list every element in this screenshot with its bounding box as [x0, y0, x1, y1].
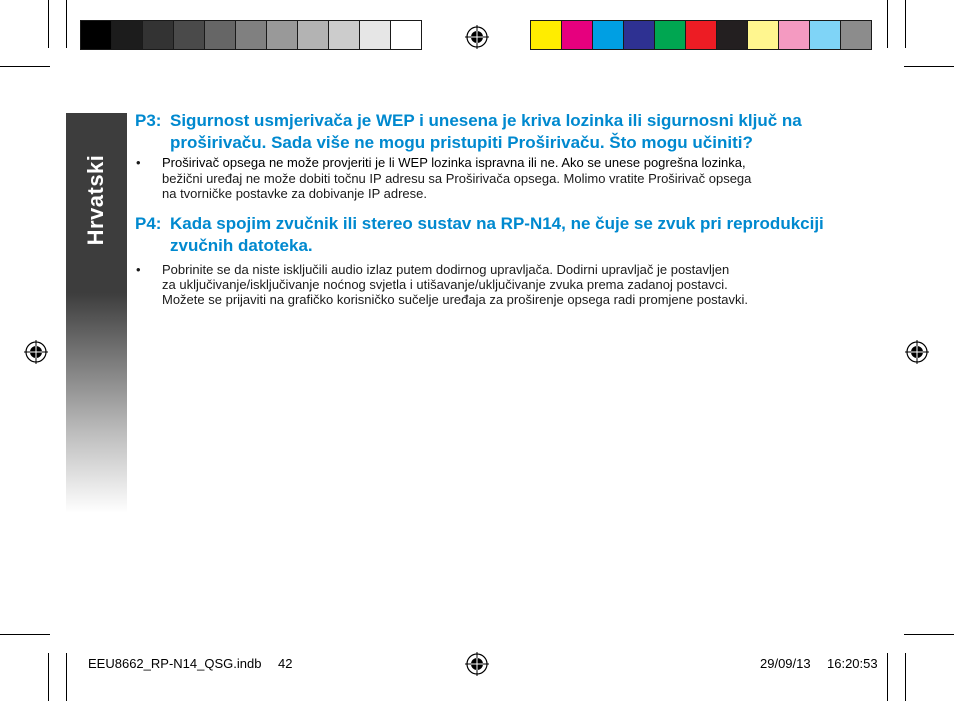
question-line: Kada spojim zvučnik ili stereo sustav na RP-N14, ne čuje se zvuk pri reprodukciji [170, 214, 824, 233]
crop-mark [66, 653, 67, 701]
crop-mark [66, 0, 67, 48]
footer-page: 42 [278, 656, 293, 671]
color-swatch [778, 20, 810, 50]
color-swatch [235, 20, 267, 50]
question-number: P3: [135, 111, 162, 130]
question-line: proširivaču. Sada više ne mogu pristupiti Proširivaču. Što mogu učiniti? [170, 133, 753, 152]
registration-mark-icon [905, 340, 929, 364]
color-swatch [328, 20, 360, 50]
color-swatch [685, 20, 717, 50]
question-text [170, 110, 830, 154]
crop-mark [905, 653, 906, 701]
crop-mark [48, 653, 49, 701]
color-swatch [809, 20, 841, 50]
registration-mark-icon [465, 25, 489, 49]
color-swatch [530, 20, 562, 50]
bullet-dot: • [136, 262, 141, 277]
footer-filename: EEU8662_RP-N14_QSG.indb [88, 656, 262, 671]
crop-mark [905, 0, 906, 48]
crop-mark [0, 66, 50, 67]
color-swatch [840, 20, 872, 50]
answer-line: Proširivač opsega ne može provjeriti je li WEP lozinka ispravna ili ne. Ako se unese pogrešna lozinka, [162, 155, 746, 170]
answer-line: bežični uređaj ne može dobiti točnu IP adresu sa Proširivača opsega. Molimo vratite Proširivač opsega [162, 171, 752, 186]
crop-mark [48, 0, 49, 48]
question-line: zvučnih datoteka. [170, 236, 313, 255]
bullet-dot: • [136, 155, 141, 170]
language-tab-label: Hrvatski [83, 154, 108, 246]
question-line: Sigurnost usmjerivača je WEP i unesena je kriva lozinka ili sigurnosni ključ na [170, 111, 802, 130]
registration-mark-icon [465, 652, 489, 676]
color-swatch [266, 20, 298, 50]
color-swatch [173, 20, 205, 50]
color-swatch [390, 20, 422, 50]
color-swatch [111, 20, 143, 50]
answer-line: za uključivanje/isključivanje noćnog svjetla i utišavanje/uključivanje zvuka prema zadanoj postavci. [162, 277, 728, 292]
crop-mark [887, 653, 888, 701]
registration-mark-icon [24, 340, 48, 364]
answer-line: na tvorničke postavke za dobivanje IP adrese. [162, 186, 427, 201]
question-number: P4: [135, 214, 162, 233]
color-swatch [204, 20, 236, 50]
color-swatch [359, 20, 391, 50]
color-swatch [747, 20, 779, 50]
color-swatch [592, 20, 624, 50]
color-swatch [561, 20, 593, 50]
answer-line: Pobrinite se da niste isključili audio izlaz putem dodirnog upravljača. Dodirni upravljač je postavljen [162, 262, 730, 277]
crop-mark [887, 0, 888, 48]
color-swatch [142, 20, 174, 50]
crop-mark [0, 634, 50, 635]
color-swatch [623, 20, 655, 50]
color-swatch [80, 20, 112, 50]
crop-mark [904, 66, 954, 67]
footer-time: 16:20:53 [827, 656, 878, 671]
color-swatch [654, 20, 686, 50]
question-text [170, 213, 830, 257]
answer-line: Možete se prijaviti na grafičko korisničko sučelje uređaja za proširenje opsega radi promjene postavki. [162, 292, 749, 307]
color-swatch [297, 20, 329, 50]
color-swatch [716, 20, 748, 50]
footer-date: 29/09/13 [760, 656, 811, 671]
crop-mark [904, 634, 954, 635]
